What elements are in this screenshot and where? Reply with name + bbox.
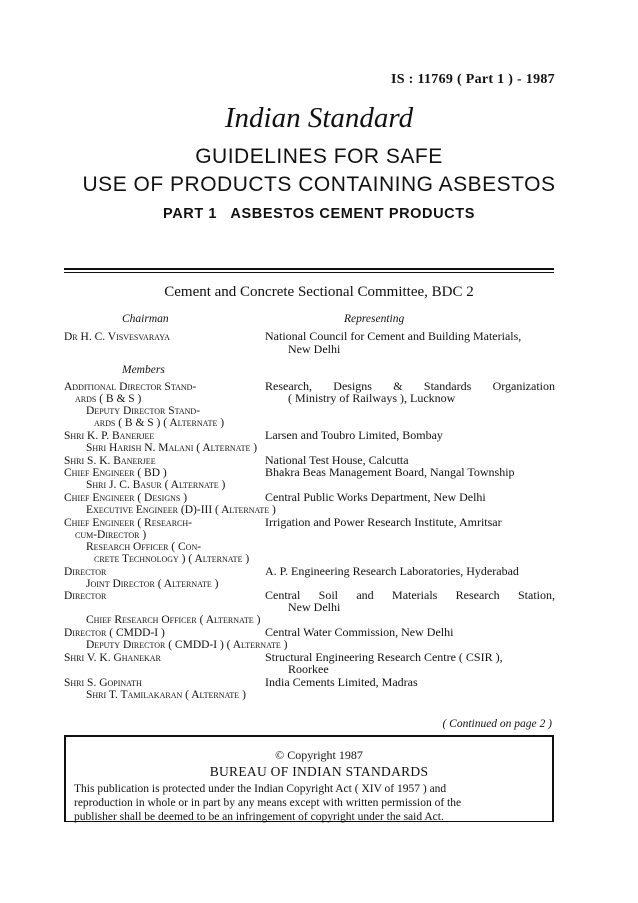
chairman-name: Dr H. C. Visvesvaraya: [64, 331, 170, 343]
member-name: Research Officer ( Con-: [86, 541, 202, 553]
member-name: Shri V. K. Ghanekar: [64, 652, 161, 664]
continued-note: ( Continued on page 2 ): [442, 718, 552, 730]
member-representing: Central Water Commission, New Delhi: [265, 625, 454, 639]
chairman-representing: National Council for Cement and Building Materials,: [265, 329, 522, 343]
copyright-notice-2: reproduction in whole or in part by any means except with written permission of the: [74, 797, 462, 809]
member-representing: Roorkee: [288, 662, 329, 676]
member-representing: A. P. Engineering Research Laboratories, Hyderabad: [265, 564, 519, 578]
member-name: Shri Harish N. Malani ( Alternate ): [86, 442, 258, 454]
member-representing: Structural Engineering Research Centre ( CSIR ),: [265, 650, 503, 664]
chairman-representing-cont: New Delhi: [288, 342, 341, 356]
member-representing: Central Public Works Department, New Delhi: [265, 490, 486, 504]
member-name: Deputy Director ( CMDD-I ) ( Alternate ): [86, 639, 288, 651]
divider-top: [64, 268, 554, 270]
member-representing: Research, Designs & Standards Organization: [265, 379, 555, 393]
member-name: Chief Research Officer ( Alternate ): [86, 614, 261, 626]
member-name: ards ( B & S ): [75, 393, 142, 405]
copyright-line: © Copyright 1987: [275, 748, 363, 762]
standard-number: IS : 11769 ( Part 1 ) - 1987: [391, 72, 555, 87]
member-name: Chief Engineer ( BD ): [64, 467, 167, 479]
member-representing: Central Soil and Materials Research Station,: [265, 588, 555, 602]
member-name: Director: [64, 590, 107, 602]
member-representing: Irrigation and Power Research Institute, Amritsar: [265, 515, 502, 529]
representing-heading: Representing: [344, 313, 405, 325]
member-representing: ( Ministry of Railways ), Lucknow: [288, 391, 456, 405]
members-heading: Members: [122, 364, 165, 376]
title-line-1: GUIDELINES FOR SAFE: [195, 145, 443, 168]
member-name: Shri S. Gopinath: [64, 677, 142, 689]
member-name: Joint Director ( Alternate ): [86, 578, 219, 590]
chairman-heading: Chairman: [122, 313, 169, 325]
part-title: PART 1 ASBESTOS CEMENT PRODUCTS: [163, 206, 475, 222]
divider-top-thin: [64, 272, 554, 273]
member-name: Chief Engineer ( Designs ): [64, 492, 188, 504]
member-representing: India Cements Limited, Madras: [265, 675, 418, 689]
member-name: Chief Engineer ( Research-: [64, 517, 192, 529]
member-name: Shri J. C. Basur ( Alternate ): [86, 479, 226, 491]
member-representing: Bhakra Beas Management Board, Nangal Township: [265, 465, 515, 479]
member-name: Executive Engineer (D)-III ( Alternate ): [86, 504, 276, 516]
member-name: Shri K. P. Banerjee: [64, 430, 155, 442]
committee-name: Cement and Concrete Sectional Committee, BDC 2: [164, 284, 474, 300]
member-name: Director: [64, 566, 107, 578]
copyright-notice-3: publisher shall be deemed to be an infringement of copyright under the said Act.: [74, 811, 444, 823]
copyright-box-top: [64, 735, 554, 737]
title-line-2: USE OF PRODUCTS CONTAINING ASBESTOS: [82, 173, 556, 196]
member-representing: New Delhi: [288, 600, 341, 614]
copyright-notice-1: This publication is protected under the Indian Copyright Act ( XIV of 1957 ) and: [74, 783, 447, 795]
member-name: Shri S. K. Banerjee: [64, 455, 156, 467]
member-name: crete Technology ) ( Alternate ): [94, 553, 250, 565]
publisher-name: BUREAU OF INDIAN STANDARDS: [209, 764, 429, 779]
member-name: Additional Director Stand-: [64, 381, 197, 393]
member-representing: National Test House, Calcutta: [265, 453, 409, 467]
document-title: Indian Standard: [224, 102, 414, 134]
member-name: Shri T. Tamilakaran ( Alternate ): [86, 689, 246, 701]
member-name: Deputy Director Stand-: [86, 405, 201, 417]
member-name: Director ( CMDD-I ): [64, 627, 165, 639]
member-name: ards ( B & S ) ( Alternate ): [94, 417, 225, 429]
member-representing: Larsen and Toubro Limited, Bombay: [265, 428, 443, 442]
member-name: cum-Director ): [75, 529, 147, 541]
